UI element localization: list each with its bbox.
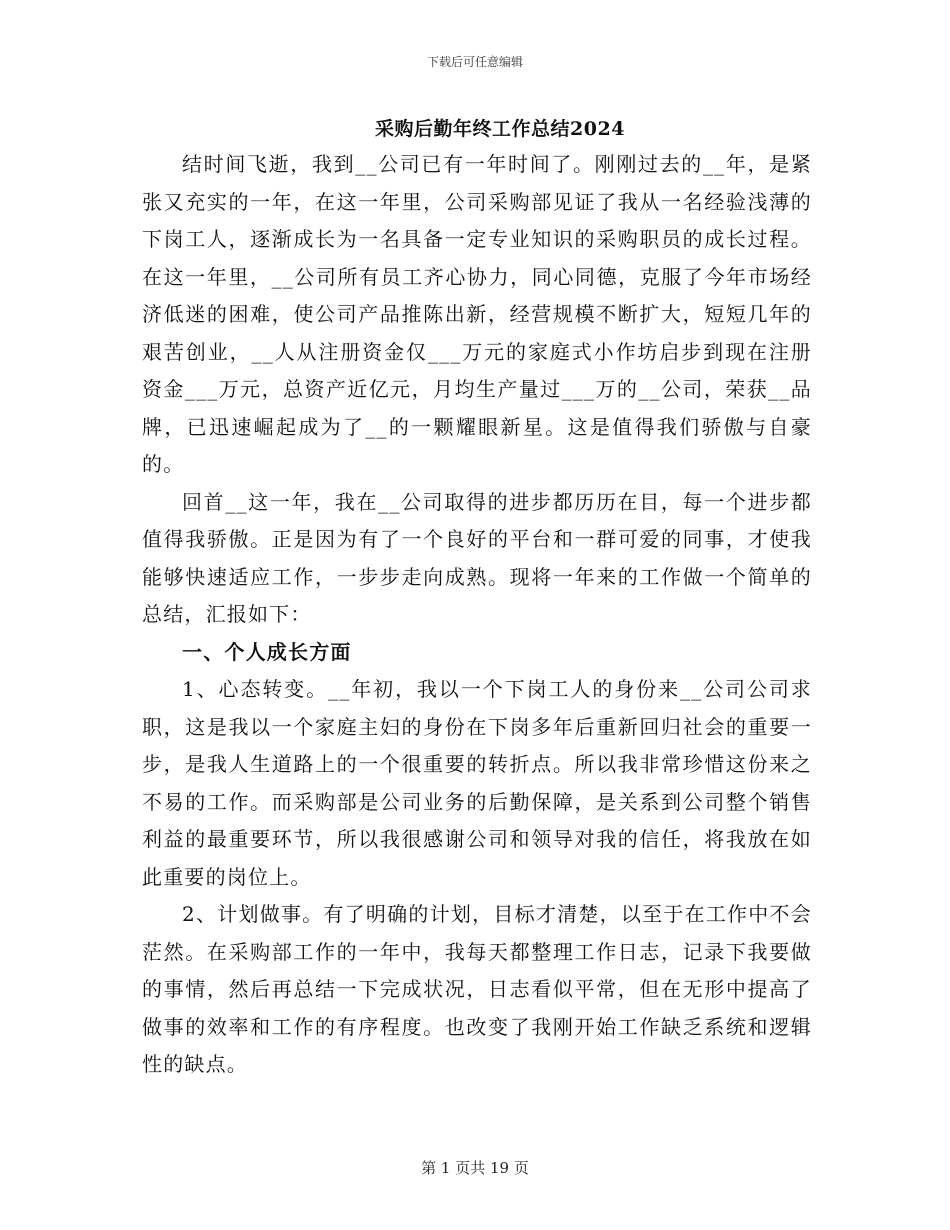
paragraph-intro: 结时间飞逝，我到__公司已有一年时间了。刚刚过去的__年，是紧张又充实的一年，在这一年里，公司采购部见证了我从一名经验浅薄的下岗工人，逐渐成长为一名具备一定专业知识的采购职员的成长过程。在这一年里，__公司所有员工齐心协力，同心同德，克服了今年市场经济低迷的困难，使公司产品推陈出新，经营规模不断扩大，短短几年的艰苦创业，__人从注册资金仅___万元的家庭式小作坊启步到现在注册资金___万元，总资产近亿元，月均生产量过___万的__公司，荣获__品牌，已迅速崛起成为了__的一颗耀眼新星。这是值得我们骄傲与自豪的。 (142, 152, 812, 476)
section-heading-personal-growth: 一、个人成长方面 (182, 639, 352, 664)
document-title: 采购后勤年终工作总结2024 (375, 118, 625, 140)
page-header-note: 下载后可任意编辑 (426, 55, 523, 69)
paragraph-review: 回首__这一年，我在__公司取得的进步都历历在目，每一个进步都值得我骄傲。正是因为有了一个良好的平台和一群可爱的同事，才使我能够快速适应工作，一步步走向成熟。现将一年来的工作做一个简单的总结，汇报如下： (142, 489, 812, 626)
page-number-footer: 第 1 页共 19 页 (421, 1159, 529, 1177)
paragraph-mindset-change: 1、心态转变。__年初，我以一个下岗工人的身份来__公司公司求职，这是我以一个家庭主妇的身份在下岗多年后重新回归社会的重要一步，是我人生道路上的一个很重要的转折点。所以我非常珍惜这份来之不易的工作。而采购部是公司业务的后勤保障，是关系到公司整个销售利益的最重要环节，所以我很感谢公司和领导对我的信任，将我放在如此重要的岗位上。 (142, 677, 812, 889)
paragraph-planned-work: 2、计划做事。有了明确的计划，目标才清楚，以至于在工作中不会茫然。在采购部工作的一年中，我每天都整理工作日志，记录下我要做的事情，然后再总结一下完成状况，日志看似平常，但在无形中提高了做事的效率和工作的有序程度。也改变了我刚开始工作缺乏系统和逻辑性的缺点。 (142, 902, 812, 1076)
document-body (142, 146, 812, 1084)
